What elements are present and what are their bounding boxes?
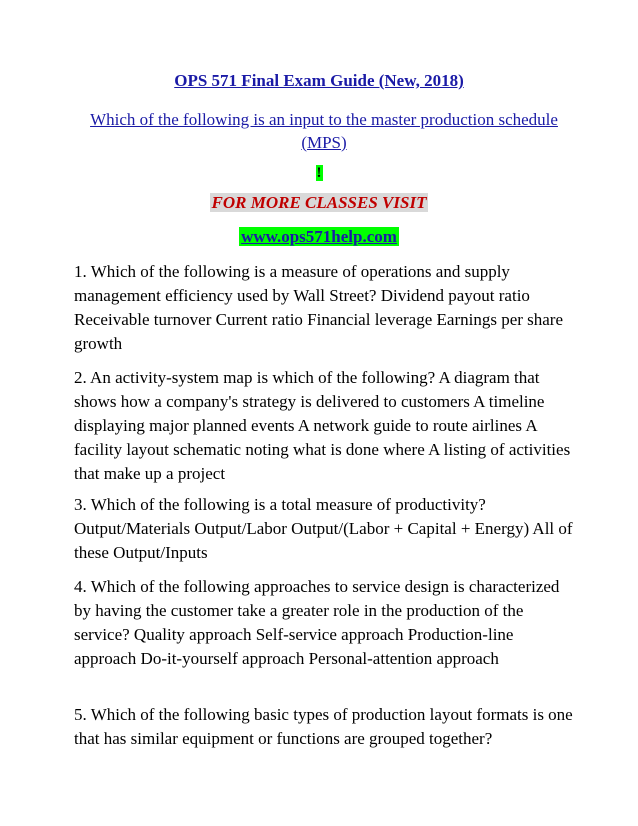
promo-banner — [0, 193, 638, 213]
website-link-container — [0, 227, 638, 247]
website-link[interactable]: www.ops571help.com — [241, 227, 397, 246]
question-2: 2. An activity-system map is which of the following? A diagram that shows how a company's strategy is delivered to customers A timeline displaying major planned events A network guide to route airlines A facility layout schematic noting what is done where A listing of activities that make up a project — [74, 368, 571, 483]
question-1: 1. Which of the following is a measure of operations and supply management efficiency used by Wall Street? Dividend payout ratio Receivable turnover Current ratio Financial leverage Earnings per share growth — [74, 262, 564, 353]
question-link[interactable]: Which of the following is an input to the master production schedule (MPS) — [90, 110, 558, 152]
question-3: 3. Which of the following is a total measure of productivity? Output/Materials Output/Labor Output/(Labor + Capital + Energy) All of these Output/Inputs — [74, 495, 573, 562]
question-5: 5. Which of the following basic types of production layout formats is one that has similar equipment or functions are grouped together? — [74, 705, 573, 748]
marker-text: ! — [316, 165, 322, 181]
highlight-marker — [0, 164, 638, 182]
promo-text: FOR MORE CLASSES VISIT — [211, 193, 427, 212]
document-title[interactable]: OPS 571 Final Exam Guide (New, 2018) — [174, 71, 464, 90]
question-4: 4. Which of the following approaches to service design is characterized by having the customer take a greater role in the production of the service? Quality approach Self-service approach Production-line approach Do-it-yourself approach Personal-attention approach — [74, 577, 560, 668]
